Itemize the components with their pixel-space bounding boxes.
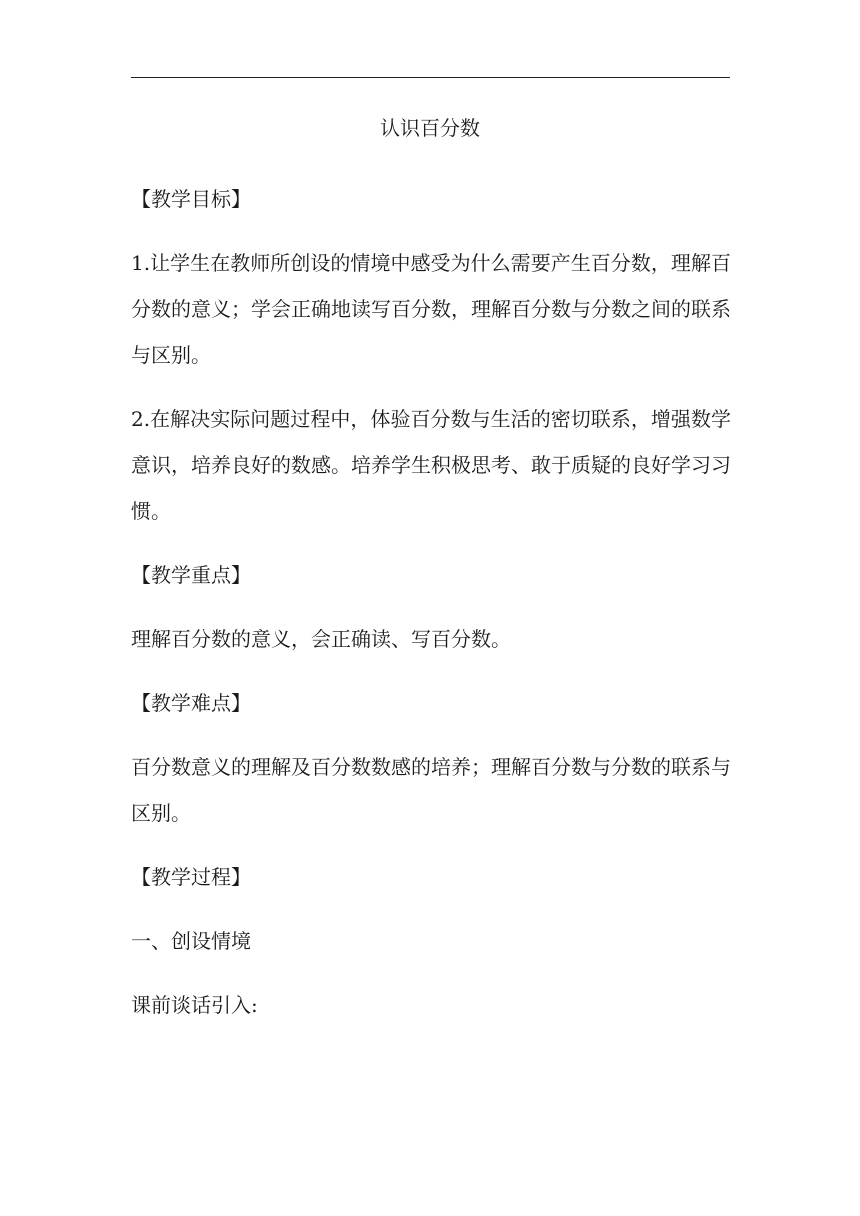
- section-heading-difficulties: 【教学难点】: [131, 691, 251, 715]
- header-rule: [131, 77, 730, 78]
- section-heading-process: 【教学过程】: [131, 865, 251, 889]
- document-title: 认识百分数: [380, 116, 480, 140]
- objective-paragraph-2: 2.在解决实际问题过程中，体验百分数与生活的密切联系，增强数学意识，培养良好的数感。培养学生积极思考、敢于质疑的良好学习习惯。: [131, 407, 731, 523]
- section-heading-objectives: 【教学目标】: [131, 187, 251, 211]
- key-points-paragraph: 理解百分数的意义，会正确读、写百分数。: [131, 627, 511, 651]
- process-step-heading: 一、创设情境: [131, 929, 251, 953]
- section-heading-key-points: 【教学重点】: [131, 563, 251, 587]
- difficulties-paragraph: 百分数意义的理解及百分数数感的培养；理解百分数与分数的联系与区别。: [131, 755, 731, 825]
- process-intro-text: 课前谈话引入:: [131, 993, 258, 1017]
- objective-paragraph-1: 1.让学生在教师所创设的情境中感受为什么需要产生百分数，理解百分数的意义；学会正确地读写百分数，理解百分数与分数之间的联系与区别。: [131, 251, 731, 367]
- document-body: [131, 176, 731, 1046]
